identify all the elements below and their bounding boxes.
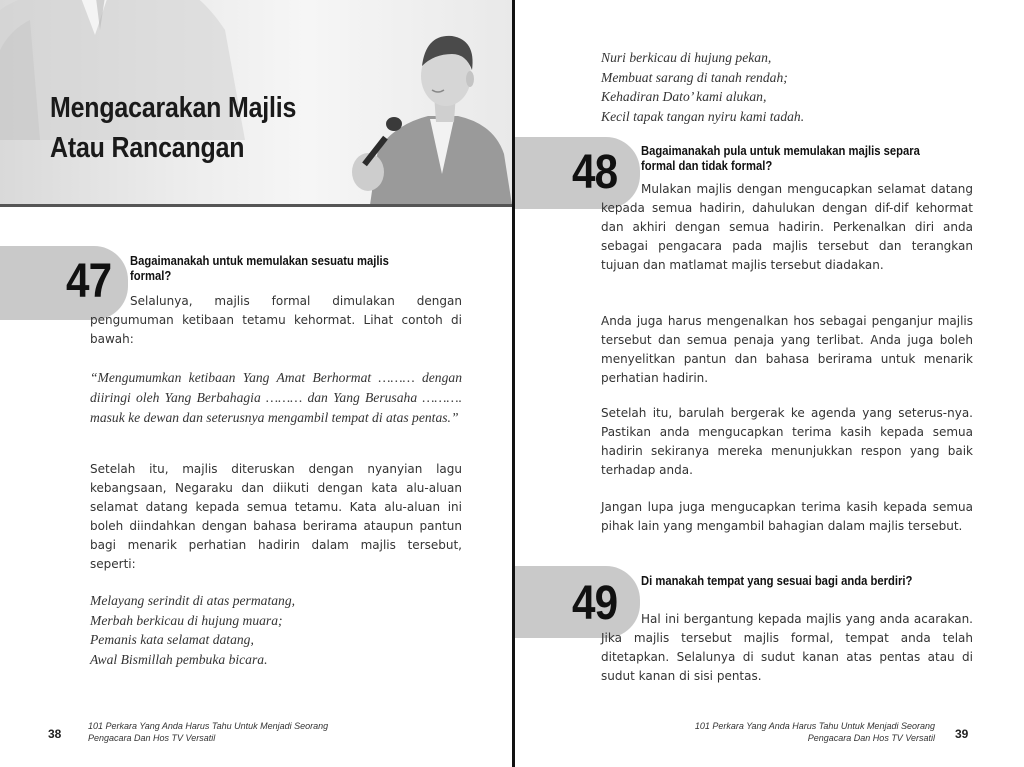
pantun-line: Awal Bismillah pembuka bicara. bbox=[90, 651, 268, 667]
pantun-line: Membuat sarang di tanah rendah; bbox=[601, 69, 788, 85]
running-footer-right bbox=[605, 720, 935, 744]
page-number-right: 39 bbox=[955, 727, 969, 741]
item-48-paragraph2: Anda juga harus mengenalkan hos sebagai penganjur majlis tersebut dan semua penaja yang terlibat. Anda juga boleh menyelitkan pantun dan bahasa berirama untuk menarik perhatian hadirin. bbox=[601, 314, 973, 385]
presenter-with-microphone-photo bbox=[348, 24, 512, 205]
pantun-line: Kecil tapak tangan nyiru kami tadah. bbox=[601, 108, 805, 124]
item-48-question: Bagaimanakah pula untuk memulakan majlis separa formal dan tidak formal? bbox=[641, 144, 920, 173]
pantun-line: Merbah berkicau di hujung muara; bbox=[90, 612, 283, 628]
footer-line1: 101 Perkara Yang Anda Harus Tahu Untuk Menjadi Seorang bbox=[694, 721, 935, 731]
item-47-number: 47 bbox=[66, 255, 112, 308]
right-page bbox=[515, 0, 1024, 767]
item-48-paragraph4: Jangan lupa juga mengucapkan terima kasih kepada semua pihak lain yang mengambil bahagian dalam majlis tersebut. bbox=[601, 500, 973, 533]
running-footer-left bbox=[88, 720, 418, 744]
item-48-paragraph3: Setelah itu, barulah bergerak ke agenda yang seterus-nya. Pastikan anda mengucapkan terima kasih kepada semua hadirin sekiranya mereka menunjukkan respon yang baik terhadap anda. bbox=[601, 406, 973, 477]
chapter-title bbox=[50, 88, 296, 168]
item-47-quote: “Mengumumkan ketibaan Yang Amat Berhormat ……… dengan diiringi oleh Yang Berbahagia ……… dan Yang Berusaha ………. masuk ke dewan dan seterusnya mengambil tempat di atas pentas.” bbox=[90, 370, 462, 425]
footer-line1: 101 Perkara Yang Anda Harus Tahu Untuk Menjadi Seorang bbox=[88, 721, 329, 731]
right-pantun bbox=[601, 48, 804, 126]
footer-line2: Pengacara Dan Hos TV Versatil bbox=[807, 733, 935, 743]
item-47-question: Bagaimanakah untuk memulakan sesuatu majlis formal? bbox=[130, 254, 389, 283]
footer-line2: Pengacara Dan Hos TV Versatil bbox=[88, 733, 216, 743]
pantun-line: Kehadiran Dato’ kami alukan, bbox=[601, 89, 767, 104]
item-48-number: 48 bbox=[572, 146, 618, 199]
item-49-number: 49 bbox=[572, 577, 618, 630]
item-47-paragraph2: Setelah itu, majlis diteruskan dengan nyanyian lagu kebangsaan, Negaraku dan diikuti dengan kata alu-aluan selamat datang kepada semua tetamu. Kata alu-aluan ini boleh diindahkan dengan bahasa berirama ataupun pantun bagi menarik perhatian hadirin dalam majlis tersebut, seperti: bbox=[90, 462, 462, 571]
item-49-question: Di manakah tempat yang sesuai bagi anda berdiri? bbox=[641, 574, 913, 588]
item-49-answer: Hal ini bergantung kepada majlis yang anda acarakan. Jika majlis tersebut majlis formal, tempat anda telah ditetapkan. Selalunya di sudut kanan atas pentas atau di sudut kanan di sisi pentas. bbox=[601, 612, 973, 683]
chapter-title-line2: Atau Rancangan bbox=[50, 132, 245, 164]
chapter-title-line1: Mengacarakan Majlis bbox=[50, 92, 297, 124]
item-47-pantun bbox=[90, 591, 295, 669]
header-divider bbox=[0, 204, 512, 207]
pantun-line: Pemanis kata selamat datang, bbox=[90, 632, 254, 647]
item-47-answer-intro: Selalunya, majlis formal dimulakan dengan pengumuman ketibaan tetamu kehormat. Lihat contoh di bawah: bbox=[90, 294, 462, 346]
chapter-header bbox=[0, 0, 512, 205]
page-number-left: 38 bbox=[48, 727, 62, 741]
item-48-paragraph1: Mulakan majlis dengan mengucapkan selamat datang kepada semua hadirin, dahulukan dengan dif-dif kehormat dan akhiri dengan semua hadirin. Perkenalkan diri anda sebagai pengacara pada majlis tersebut dan terangkan tujuan dan matlamat majlis tersebut diadakan. bbox=[601, 182, 973, 272]
pantun-line: Melayang serindit di atas permatang, bbox=[90, 593, 296, 608]
pantun-line: Nuri berkicau di hujung pekan, bbox=[601, 50, 772, 65]
